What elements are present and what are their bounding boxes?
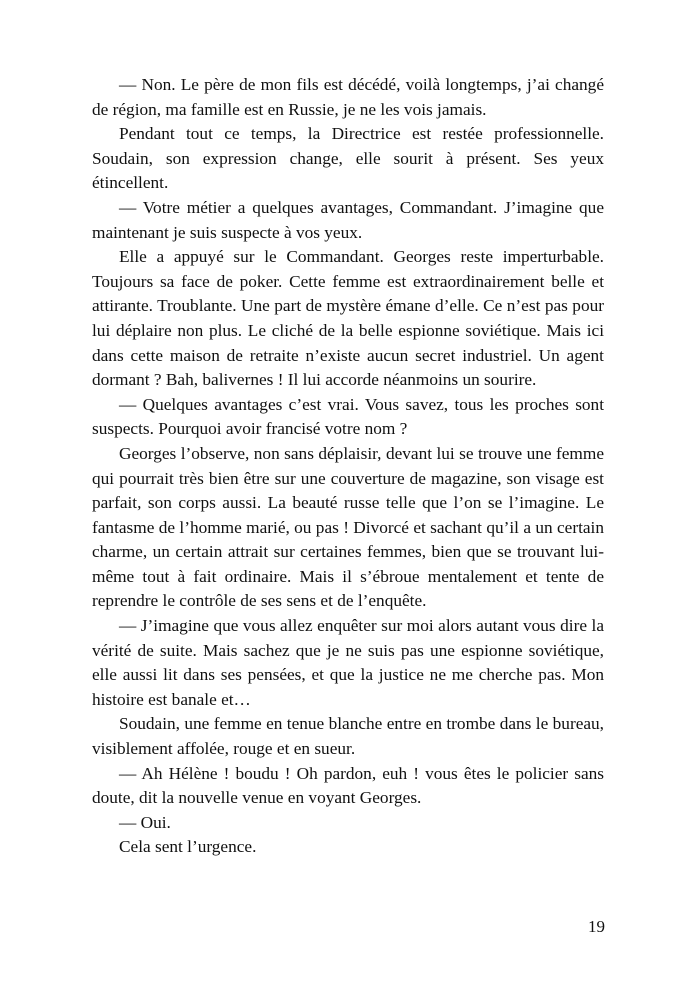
paragraph-5: — Quelques avantages c’est vrai. Vous savez, tous les proches sont suspects. Pourquoi avoir francisé votre nom ? [92,394,604,439]
paragraph-6: Georges l’observe, non sans déplaisir, devant lui se trouve une femme qui pourrait très bien être sur une couverture de magazine, son visage est parfait, son corps aussi. La beauté russe telle que l’on se l’imagine. Le fantasme de l’homme marié, ou pas ! Divorcé et sachant qu’il a un certain charme, un certain attrait sur certaines femmes, bien que se trouvant lui-même tout à fait ordinaire. Mais il s’ébroue mentalement et tente de reprendre le contrôle de ses sens et de l’enquête. [92,443,604,611]
body-text [92,73,604,860]
paragraph-7: — J’imagine que vous allez enquêter sur moi alors autant vous dire la vérité de suite. Mais sachez que je ne suis pas une espionne soviétique, elle aussi lit dans ses pensées, et que la justice ne me cherche pas. Mon histoire est banale et… [92,616,604,709]
paragraph-1: — Non. Le père de mon fils est décédé, voilà longtemps, j’ai changé de région, ma famille est en Russie, je ne les vois jamais. [92,75,604,119]
page-number: 19 [588,917,605,936]
paragraph-2: Pendant tout ce temps, la Directrice est restée professionnelle. Soudain, son expression change, elle sourit à présent. Ses yeux étincellent. [92,124,604,193]
paragraph-11: Cela sent l’urgence. [119,837,257,857]
paragraph-3: — Votre métier a quelques avantages, Commandant. J’imagine que maintenant je suis suspecte à vos yeux. [92,197,604,242]
paragraph-9: — Ah Hélène ! boudu ! Oh pardon, euh ! vous êtes le policier sans doute, dit la nouvelle venue en voyant Georges. [92,763,604,808]
paragraph-4: Elle a appuyé sur le Commandant. Georges reste imperturbable. Toujours sa face de poker. Cette femme est extraordinairement belle et attirante. Troublante. Une part de mystère émane d’elle. Ce n’est pas pour lui déplaire non plus. Le cliché de la belle espionne soviétique. Mais ici dans cette maison de retraite n’existe aucun secret industriel. Un agent dormant ? Bah, balivernes ! Il lui accorde néanmoins un sourire. [92,247,604,390]
paragraph-8: Soudain, une femme en tenue blanche entre en trombe dans le bureau, visiblement affolée, rouge et en sueur. [92,714,604,759]
paragraph-10: — Oui. [119,812,171,832]
